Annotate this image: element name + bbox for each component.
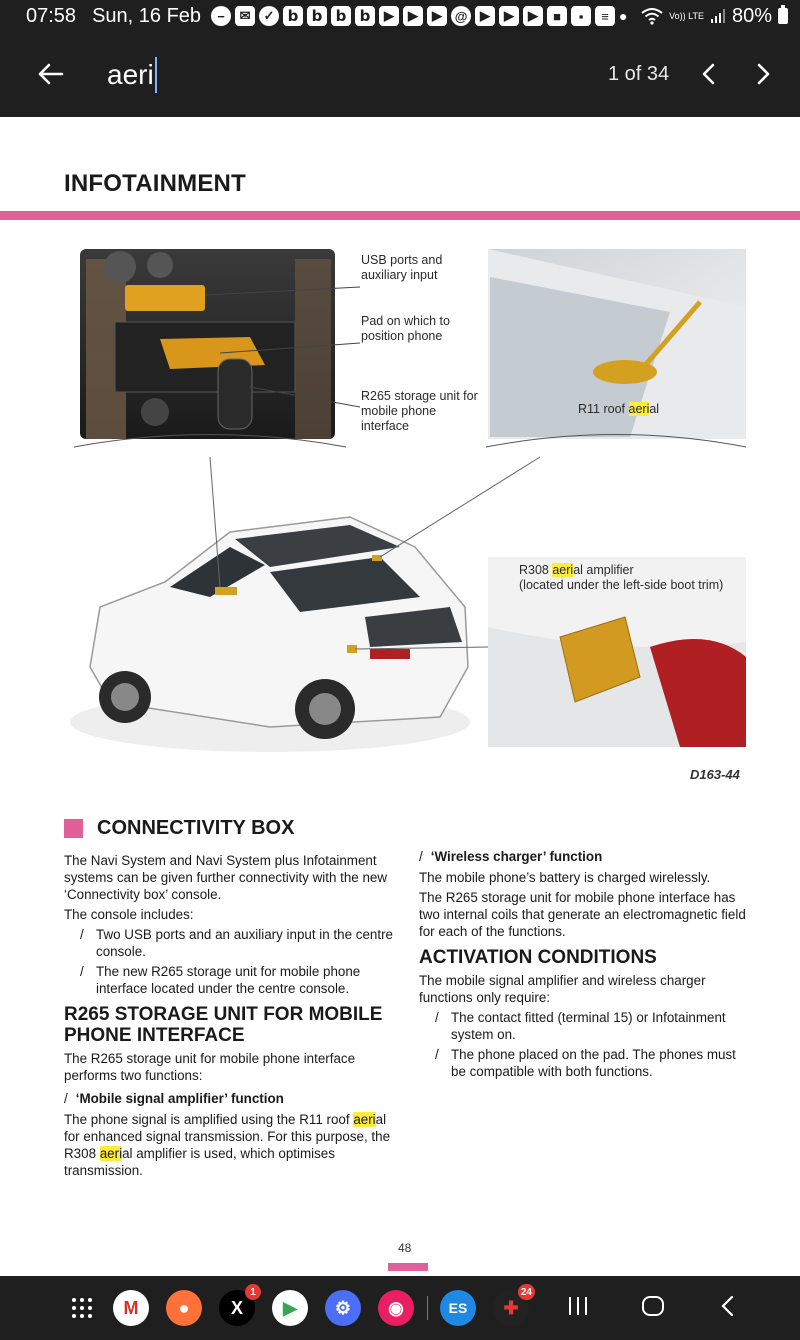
- wifi-icon: [641, 7, 663, 25]
- subsection-title: R265 STORAGE UNIT FOR MOBILE PHONE INTERFACE: [64, 1004, 383, 1046]
- battery-percent: 80%: [731, 4, 772, 27]
- home-button[interactable]: [641, 1294, 665, 1325]
- network-type: Vo)) LTE: [669, 10, 704, 21]
- youtube-icon: ▶: [475, 6, 495, 26]
- file-explorer-icon[interactable]: ES: [440, 1290, 476, 1326]
- callout-usb-ports: USB ports and auxiliary input: [361, 253, 443, 282]
- signal-icon: [710, 8, 726, 24]
- section-marker: [64, 819, 83, 838]
- paragraph: The R265 storage unit for mobile phone interface has two internal coils that generate an electromagnetic field for each of the functions.: [419, 890, 746, 939]
- paragraph: The R265 storage unit for mobile phone interface performs two functions:: [64, 1051, 356, 1083]
- bullet-item: / The new R265 storage unit for mobile phone interface located under the centre console.: [64, 963, 402, 997]
- threads-icon: @: [451, 6, 471, 26]
- dnd-icon: −: [211, 6, 231, 26]
- search-highlight: aeri: [552, 563, 574, 577]
- dock-separator: [427, 1296, 428, 1320]
- status-time: 07:58: [26, 4, 77, 27]
- youtube-icon: ▶: [523, 6, 543, 26]
- status-date: Sun, 16 Feb: [92, 4, 202, 27]
- settings-icon[interactable]: ⚙: [325, 1290, 361, 1326]
- previous-match-button[interactable]: [696, 61, 722, 87]
- callout-phone-pad: Pad on which to position phone: [361, 314, 450, 343]
- mail-icon: ✉: [235, 6, 255, 26]
- back-button[interactable]: [716, 1294, 740, 1325]
- page-number: 48: [398, 1241, 412, 1255]
- subsection-title: ACTIVATION CONDITIONS: [419, 947, 657, 968]
- page-heading: INFOTAINMENT: [64, 170, 246, 197]
- figure-code: D163-44: [690, 767, 740, 782]
- callout-r11-roof-aerial: R11 roof aerial: [578, 402, 660, 416]
- more-notifications-icon: ●: [619, 8, 628, 24]
- youtube-icon: ▶: [379, 6, 399, 26]
- paragraph: The phone signal is amplified using the R11 roof aerial for enhanced signal transmission. For this purpose, the R308 aerial amplifier is used, which optimises transmission.: [64, 1112, 391, 1178]
- function-title: / ‘Mobile signal amplifier’ function: [64, 1091, 284, 1106]
- section-title: CONNECTIVITY BOX: [64, 817, 294, 840]
- search-highlight: aeri: [353, 1112, 376, 1127]
- bullet-item: / Two USB ports and an auxiliary input in the centre console.: [64, 926, 402, 960]
- search-input[interactable]: [107, 57, 157, 93]
- youtube-icon: ▶: [427, 6, 447, 26]
- paragraph: The mobile phone’s battery is charged wirelessly.: [419, 870, 711, 885]
- bullet-item: / The contact fitted (terminal 15) or Infotainment system on.: [419, 1009, 749, 1043]
- app-drawer-icon[interactable]: [64, 1290, 100, 1326]
- notification-badge: 24: [518, 1284, 535, 1300]
- system-nav-bar: [0, 1276, 800, 1340]
- youtube-icon: ▶: [403, 6, 423, 26]
- connect-icon: ▪: [571, 6, 591, 26]
- game-launcher-icon[interactable]: ✚ 24: [493, 1290, 529, 1326]
- right-column: [419, 848, 749, 1083]
- status-bar: [0, 0, 800, 32]
- callout-r308-amplifier: R308 aerial amplifier (located under the left-side boot trim): [519, 563, 724, 592]
- page-number-bar: [388, 1263, 428, 1271]
- youtube-icon: ▶: [499, 6, 519, 26]
- notification-badge: 1: [245, 1284, 261, 1300]
- next-match-button[interactable]: [750, 61, 776, 87]
- b-notification-icon: b: [355, 6, 375, 26]
- search-highlight: aeri: [99, 1146, 123, 1161]
- b-notification-icon: b: [283, 6, 303, 26]
- back-arrow-icon[interactable]: [36, 60, 64, 88]
- recent-apps-button[interactable]: [566, 1294, 590, 1325]
- x-icon[interactable]: X 1: [219, 1290, 255, 1326]
- list-icon: ≡: [595, 6, 615, 26]
- b-notification-icon: b: [331, 6, 351, 26]
- notification-icons: [211, 6, 627, 26]
- paragraph: The mobile signal amplifier and wireless charger functions only require:: [419, 973, 706, 1005]
- play-store-icon[interactable]: ▶: [272, 1290, 308, 1326]
- b-notification-icon: b: [307, 6, 327, 26]
- screen-recorder-icon[interactable]: ◉: [378, 1290, 414, 1326]
- search-query: aeri: [107, 59, 154, 90]
- firefox-icon[interactable]: ●: [166, 1290, 202, 1326]
- left-column: [64, 852, 402, 1182]
- function-title: / ‘Wireless charger’ function: [419, 849, 603, 864]
- check-icon: ✓: [259, 6, 279, 26]
- find-in-document-bar: [0, 32, 800, 117]
- app-notification-icon: ■: [547, 6, 567, 26]
- infotainment-figure: [70, 247, 750, 777]
- callout-r265-storage: R265 storage unit for mobile phone interface: [361, 389, 478, 433]
- bullet-item: / The phone placed on the pad. The phones must be compatible with both functions.: [419, 1046, 749, 1080]
- search-highlight: aeri: [628, 402, 650, 416]
- document-page[interactable]: [0, 117, 800, 1276]
- battery-icon: [778, 8, 788, 24]
- heading-divider: [0, 211, 800, 220]
- paragraph: The Navi System and Navi System plus Infotainment systems can be given further connectivity with the new ‘Connectivity box’ console.: [64, 853, 388, 902]
- text-cursor: [155, 57, 157, 93]
- match-count: 1 of 34: [608, 63, 670, 85]
- paragraph: The console includes:: [64, 907, 194, 922]
- gmail-icon[interactable]: M: [113, 1290, 149, 1326]
